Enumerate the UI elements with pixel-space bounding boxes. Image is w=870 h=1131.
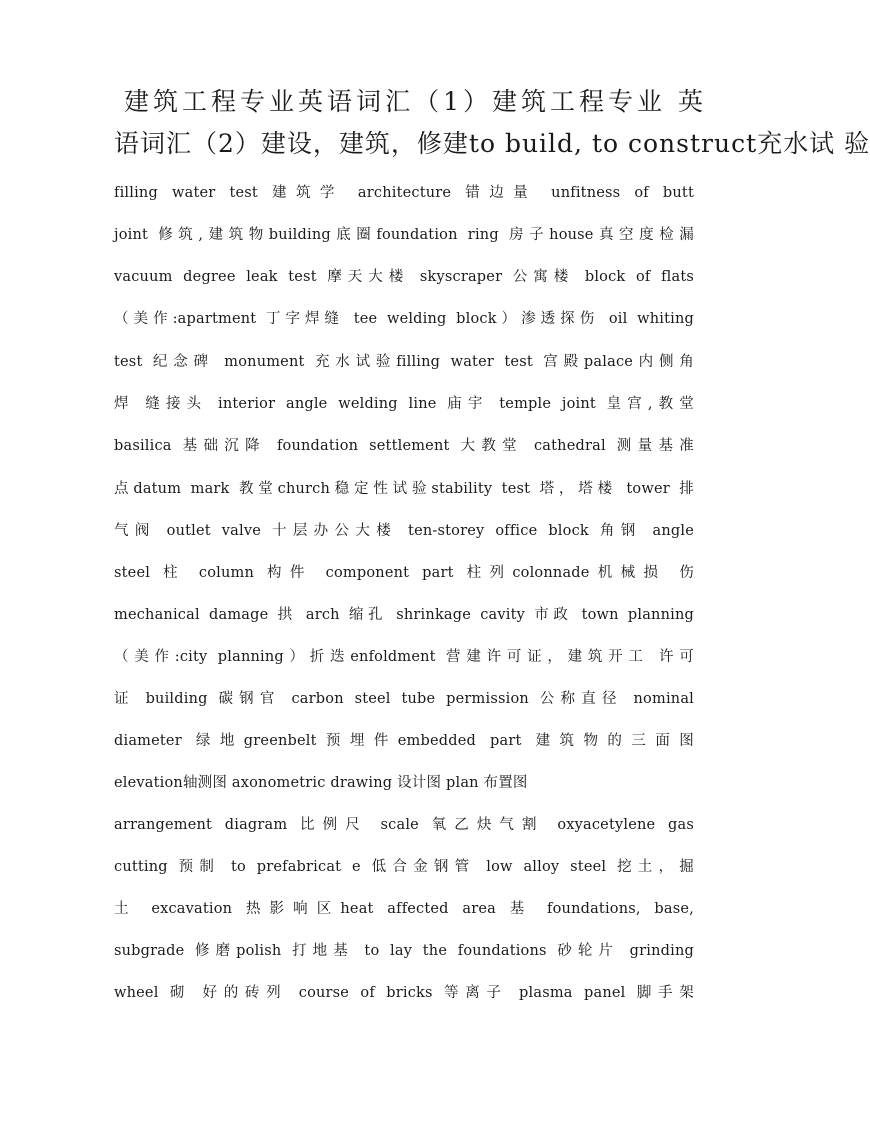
text-line-18: arrangement diagram 比例尺 scale 氧乙炔气割 oxyacetylene gas (114, 817, 694, 833)
text-line-11: 气阀 outlet valve 十层办公大楼 ten-storey office block 角钢 angle (114, 523, 694, 539)
text-line-21: subgrade 修磨polish 打地基 to lay the foundations 砂轮片 grinding (114, 943, 694, 959)
text-line-17: elevation轴测图 axonometric drawing 设计图 plan 布置图 (114, 775, 528, 791)
text-line-2: 语词汇（2）建设，建筑，修建to build, to construct充水试 验 (114, 129, 870, 158)
title-line-1: 建筑工程专业英语词汇（1）建筑工程专业 英 (124, 87, 704, 116)
text-line-12: steel 柱 column 构件 component part 柱列colonnade机械损 伤 (114, 565, 694, 581)
text-line-13: mechanical damage 拱 arch 缩孔 shrinkage cavity 市政 town planning (114, 607, 694, 623)
text-line-22: wheel 砌 好的砖列 course of bricks 等离子 plasma panel 脚手架 (114, 985, 694, 1001)
text-line-10: 点datum mark 教堂church稳定性试验stability test 塔，塔楼 tower 排 (114, 481, 694, 497)
text-line-7: test 纪念碑 monument 充水试验filling water test 宫殿palace内侧角 (114, 354, 694, 370)
text-line-16: diameter 绿地greenbelt预埋件embedded part 建筑物的三面图 (114, 733, 694, 749)
text-line-5: vacuum degree leak test 摩天大楼 skyscraper 公寓楼 block of flats (114, 269, 694, 285)
text-line-3: filling water test 建筑学 architecture 错边量 unfitness of butt (114, 185, 694, 201)
text-line-9: basilica 基础沉降 foundation settlement 大教堂 cathedral 测量基准 (114, 438, 694, 454)
text-line-19: cutting 预制 to prefabricat e 低合金钢管 low alloy steel 挖土，掘 (114, 859, 694, 875)
text-line-14: （美作:city planning）折迭enfoldment 营建许可证，建筑开工 许可 (114, 649, 694, 665)
text-line-8: 焊 缝接头 interior angle welding line 庙宇 temple joint 皇宫,教堂 (114, 396, 694, 412)
text-line-15: 证 building 碳钢官 carbon steel tube permission 公称直径 nominal (114, 691, 694, 707)
text-line-6: （美作:apartment 丁字焊缝 tee welding block）渗透探伤 oil whiting (114, 311, 694, 327)
text-line-4: joint 修筑,建筑物building底圈foundation ring 房子house真空度检漏 (114, 227, 694, 243)
text-line-20: 土 excavation 热影响区heat affected area 基 foundations, base, (114, 901, 694, 917)
